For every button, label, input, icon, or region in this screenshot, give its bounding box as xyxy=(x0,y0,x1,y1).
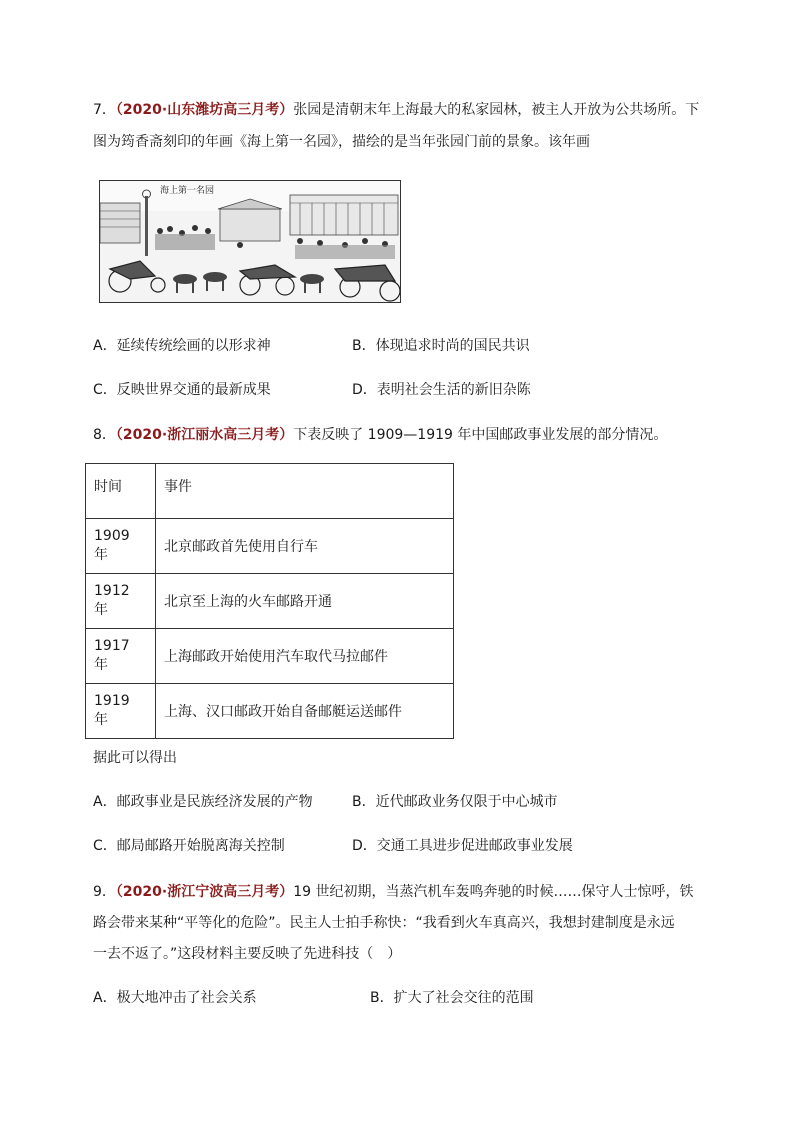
q7-option-d[interactable]: D．表明社会生活的新旧杂陈 xyxy=(352,382,531,398)
q8-number: 8． xyxy=(93,427,116,443)
q9-text-1: 19 世纪初期，当蒸汽机车轰鸣奔驰的时候……保守人士惊呼，铁 xyxy=(293,884,694,900)
table-row xyxy=(86,519,454,574)
q9-line2: 路会带来某种“平等化的危险”。民主人士拍手称快：“我看到火车真高兴，我想封建制度是永远 xyxy=(93,915,675,931)
new-year-print-image xyxy=(99,180,401,303)
q8-intro: 下表反映了 1909—1919 年中国邮政事业发展的部分情况。 xyxy=(293,427,668,443)
header-time: 时间 xyxy=(86,464,156,519)
q9-option-a[interactable]: A．极大地冲击了社会关系 xyxy=(93,990,257,1006)
q8-line1 xyxy=(93,425,667,445)
q9-number: 9． xyxy=(93,884,116,900)
q7-option-c[interactable]: C．反映世界交通的最新成果 xyxy=(93,382,271,398)
q7-line2: 图为筠香斋刻印的年画《海上第一名园》，描绘的是当年张园门前的景象。该年画 xyxy=(93,134,590,150)
header-event: 事件 xyxy=(156,464,454,519)
cell-event: 上海、汉口邮政开始自备邮艇运送邮件 xyxy=(156,684,454,739)
q7-number: 7． xyxy=(93,102,116,118)
q9-option-b[interactable]: B．扩大了社会交往的范围 xyxy=(370,990,534,1006)
q9-line1 xyxy=(93,882,693,902)
table-row xyxy=(86,684,454,739)
q8-source: （2020·浙江丽水高三月考） xyxy=(115,427,294,443)
cell-year: 1917 年 xyxy=(86,629,156,684)
table-row xyxy=(86,629,454,684)
q8-after-table: 据此可以得出 xyxy=(93,750,177,766)
q7-option-a[interactable]: A．延续传统绘画的以形求神 xyxy=(93,338,271,354)
q8-option-d[interactable]: D．交通工具进步促进邮政事业发展 xyxy=(352,838,573,854)
q9-source: （2020·浙江宁波高三月考） xyxy=(115,884,294,900)
q8-option-b[interactable]: B．近代邮政业务仅限于中心城市 xyxy=(352,794,558,810)
cell-event: 北京至上海的火车邮路开通 xyxy=(156,574,454,629)
image-caption: 海上第一名园 xyxy=(160,186,215,196)
q8-option-a[interactable]: A．邮政事业是民族经济发展的产物 xyxy=(93,794,313,810)
q9-line3: 一去不返了。”这段材料主要反映了先进科技（ ） xyxy=(93,946,402,962)
cell-year: 1912 年 xyxy=(86,574,156,629)
street-scene-illustration xyxy=(100,181,400,302)
cell-event: 上海邮政开始使用汽车取代马拉邮件 xyxy=(156,629,454,684)
q7-source: （2020·山东潍坊高三月考） xyxy=(115,102,294,118)
q7-line1 xyxy=(93,100,699,120)
table-header-row xyxy=(86,464,454,519)
table-row xyxy=(86,574,454,629)
cell-event: 北京邮政首先使用自行车 xyxy=(156,519,454,574)
q7-text-1: 张园是清朝末年上海最大的私家园林，被主人开放为公共场所。下 xyxy=(293,102,700,118)
postal-history-table xyxy=(85,463,454,739)
q7-option-b[interactable]: B．体现追求时尚的国民共识 xyxy=(352,338,530,354)
q8-option-c[interactable]: C．邮局邮路开始脱离海关控制 xyxy=(93,838,285,854)
cell-year: 1909 年 xyxy=(86,519,156,574)
cell-year: 1919 年 xyxy=(86,684,156,739)
